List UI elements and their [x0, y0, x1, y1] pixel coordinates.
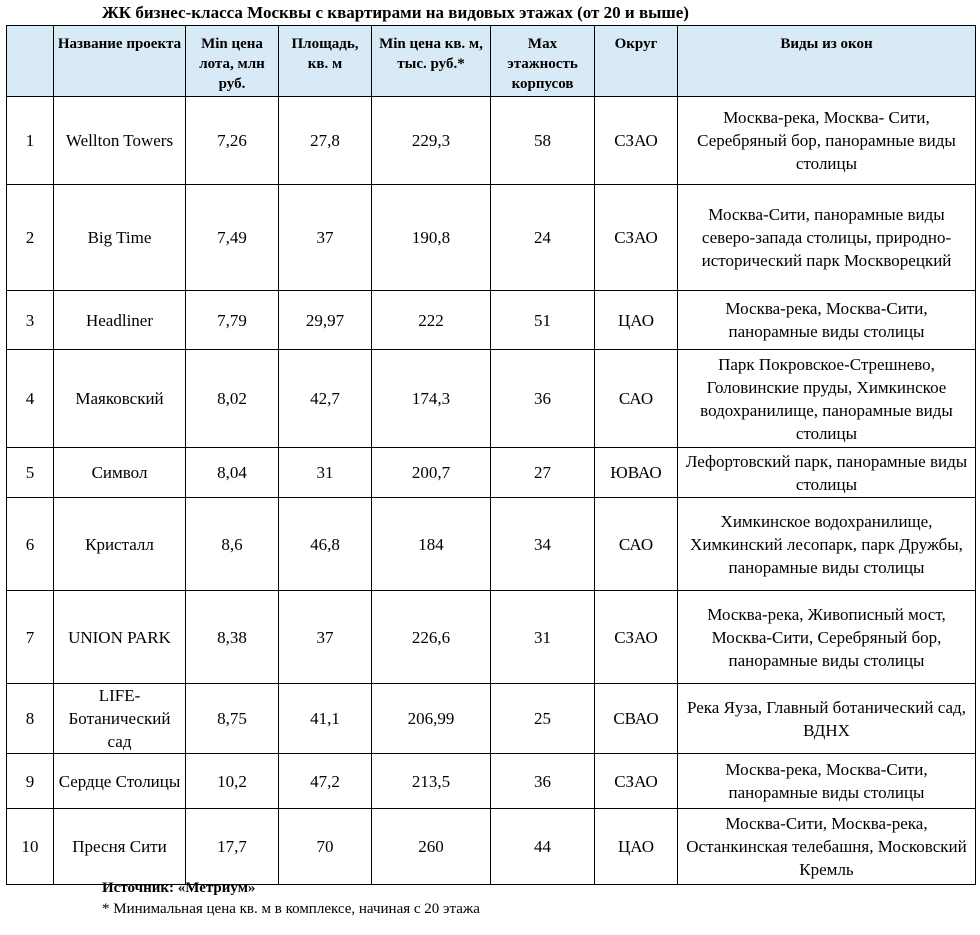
project-name-cell: Headliner	[54, 291, 186, 350]
table-row	[7, 291, 976, 350]
window-views-cell: Москва-река, Москва-Сити, панорамные виды столицы	[678, 291, 976, 350]
page-title: ЖК бизнес-класса Москвы с квартирами на видовых этажах (от 20 и выше)	[102, 3, 689, 22]
max-floors-cell: 34	[491, 498, 595, 591]
min-sqm-price-cell: 174,3	[372, 350, 491, 448]
min-sqm-price-cell: 213,5	[372, 754, 491, 809]
min-lot-price-cell: 8,02	[186, 350, 279, 448]
header-district: Округ	[595, 26, 678, 97]
max-floors-cell: 24	[491, 185, 595, 291]
header-views: Виды из окон	[678, 26, 976, 97]
table-row	[7, 809, 976, 885]
min-lot-price-cell: 17,7	[186, 809, 279, 885]
area-cell: 29,97	[279, 291, 372, 350]
project-name-cell: Пресня Сити	[54, 809, 186, 885]
row-index-cell: 9	[7, 754, 54, 809]
table-row	[7, 591, 976, 684]
area-cell: 37	[279, 591, 372, 684]
max-floors-cell: 31	[491, 591, 595, 684]
min-sqm-price-cell: 222	[372, 291, 491, 350]
min-lot-price-cell: 8,38	[186, 591, 279, 684]
max-floors-cell: 36	[491, 350, 595, 448]
district-cell: СВАО	[595, 684, 678, 754]
table-row	[7, 185, 976, 291]
district-cell: САО	[595, 350, 678, 448]
table-row	[7, 350, 976, 448]
min-sqm-price-cell: 226,6	[372, 591, 491, 684]
min-sqm-price-cell: 206,99	[372, 684, 491, 754]
row-index-cell: 7	[7, 591, 54, 684]
header-min-sqm-price: Min цена кв. м, тыс. руб.*	[372, 26, 491, 97]
min-sqm-price-cell: 184	[372, 498, 491, 591]
district-cell: ЦАО	[595, 809, 678, 885]
window-views-cell: Химкинское водохранилище, Химкинский лесопарк, парк Дружбы, панорамные виды столицы	[678, 498, 976, 591]
project-name-cell: UNION PARK	[54, 591, 186, 684]
max-floors-cell: 51	[491, 291, 595, 350]
project-name-cell: Wellton Towers	[54, 97, 186, 185]
project-name-cell: Символ	[54, 448, 186, 498]
project-name-cell: Big Time	[54, 185, 186, 291]
row-index-cell: 10	[7, 809, 54, 885]
window-views-cell: Москва-река, Живописный мост, Москва-Сити, Серебряный бор, панорамные виды столицы	[678, 591, 976, 684]
project-name-cell: LIFE-Ботанический сад	[54, 684, 186, 754]
district-cell: САО	[595, 498, 678, 591]
project-name-cell: Кристалл	[54, 498, 186, 591]
row-index-cell: 4	[7, 350, 54, 448]
header-project-name: Название проекта	[54, 26, 186, 97]
min-lot-price-cell: 8,04	[186, 448, 279, 498]
header-index	[7, 26, 54, 97]
header-max-floors: Max этажность корпусов	[491, 26, 595, 97]
row-index-cell: 3	[7, 291, 54, 350]
max-floors-cell: 44	[491, 809, 595, 885]
area-cell: 27,8	[279, 97, 372, 185]
table-row	[7, 448, 976, 498]
header-area: Площадь, кв. м	[279, 26, 372, 97]
projects-table	[6, 25, 976, 885]
table-header-row	[7, 26, 976, 97]
min-lot-price-cell: 8,75	[186, 684, 279, 754]
min-lot-price-cell: 7,26	[186, 97, 279, 185]
district-cell: СЗАО	[595, 185, 678, 291]
row-index-cell: 5	[7, 448, 54, 498]
window-views-cell: Москва-река, Москва- Сити, Серебряный бор, панорамные виды столицы	[678, 97, 976, 185]
footnote: * Минимальная цена кв. м в комплексе, начиная с 20 этажа	[102, 901, 480, 917]
max-floors-cell: 25	[491, 684, 595, 754]
max-floors-cell: 36	[491, 754, 595, 809]
min-lot-price-cell: 7,79	[186, 291, 279, 350]
window-views-cell: Парк Покровское-Стрешнево, Головинские пруды, Химкинское водохранилище, панорамные виды столицы	[678, 350, 976, 448]
window-views-cell: Москва-река, Москва-Сити, панорамные виды столицы	[678, 754, 976, 809]
min-sqm-price-cell: 260	[372, 809, 491, 885]
row-index-cell: 1	[7, 97, 54, 185]
min-sqm-price-cell: 229,3	[372, 97, 491, 185]
area-cell: 47,2	[279, 754, 372, 809]
max-floors-cell: 27	[491, 448, 595, 498]
window-views-cell: Москва-Сити, Москва-река, Останкинская телебашня, Московский Кремль	[678, 809, 976, 885]
row-index-cell: 6	[7, 498, 54, 591]
table-row	[7, 97, 976, 185]
project-name-cell: Сердце Столицы	[54, 754, 186, 809]
district-cell: ЦАО	[595, 291, 678, 350]
table-row	[7, 498, 976, 591]
window-views-cell: Лефортовский парк, панорамные виды столицы	[678, 448, 976, 498]
min-lot-price-cell: 7,49	[186, 185, 279, 291]
district-cell: СЗАО	[595, 97, 678, 185]
min-sqm-price-cell: 190,8	[372, 185, 491, 291]
area-cell: 41,1	[279, 684, 372, 754]
district-cell: СЗАО	[595, 754, 678, 809]
window-views-cell: Река Яуза, Главный ботанический сад, ВДНХ	[678, 684, 976, 754]
district-cell: СЗАО	[595, 591, 678, 684]
max-floors-cell: 58	[491, 97, 595, 185]
window-views-cell: Москва-Сити, панорамные виды северо-запада столицы, природно-исторический парк Москворецкий	[678, 185, 976, 291]
source-label: Источник: «Метриум»	[102, 880, 256, 896]
area-cell: 37	[279, 185, 372, 291]
project-name-cell: Маяковский	[54, 350, 186, 448]
min-lot-price-cell: 10,2	[186, 754, 279, 809]
min-sqm-price-cell: 200,7	[372, 448, 491, 498]
row-index-cell: 8	[7, 684, 54, 754]
area-cell: 42,7	[279, 350, 372, 448]
table-row	[7, 754, 976, 809]
area-cell: 70	[279, 809, 372, 885]
area-cell: 46,8	[279, 498, 372, 591]
area-cell: 31	[279, 448, 372, 498]
district-cell: ЮВАО	[595, 448, 678, 498]
row-index-cell: 2	[7, 185, 54, 291]
table-row	[7, 684, 976, 754]
min-lot-price-cell: 8,6	[186, 498, 279, 591]
header-min-lot-price: Min цена лота, млн руб.	[186, 26, 279, 97]
